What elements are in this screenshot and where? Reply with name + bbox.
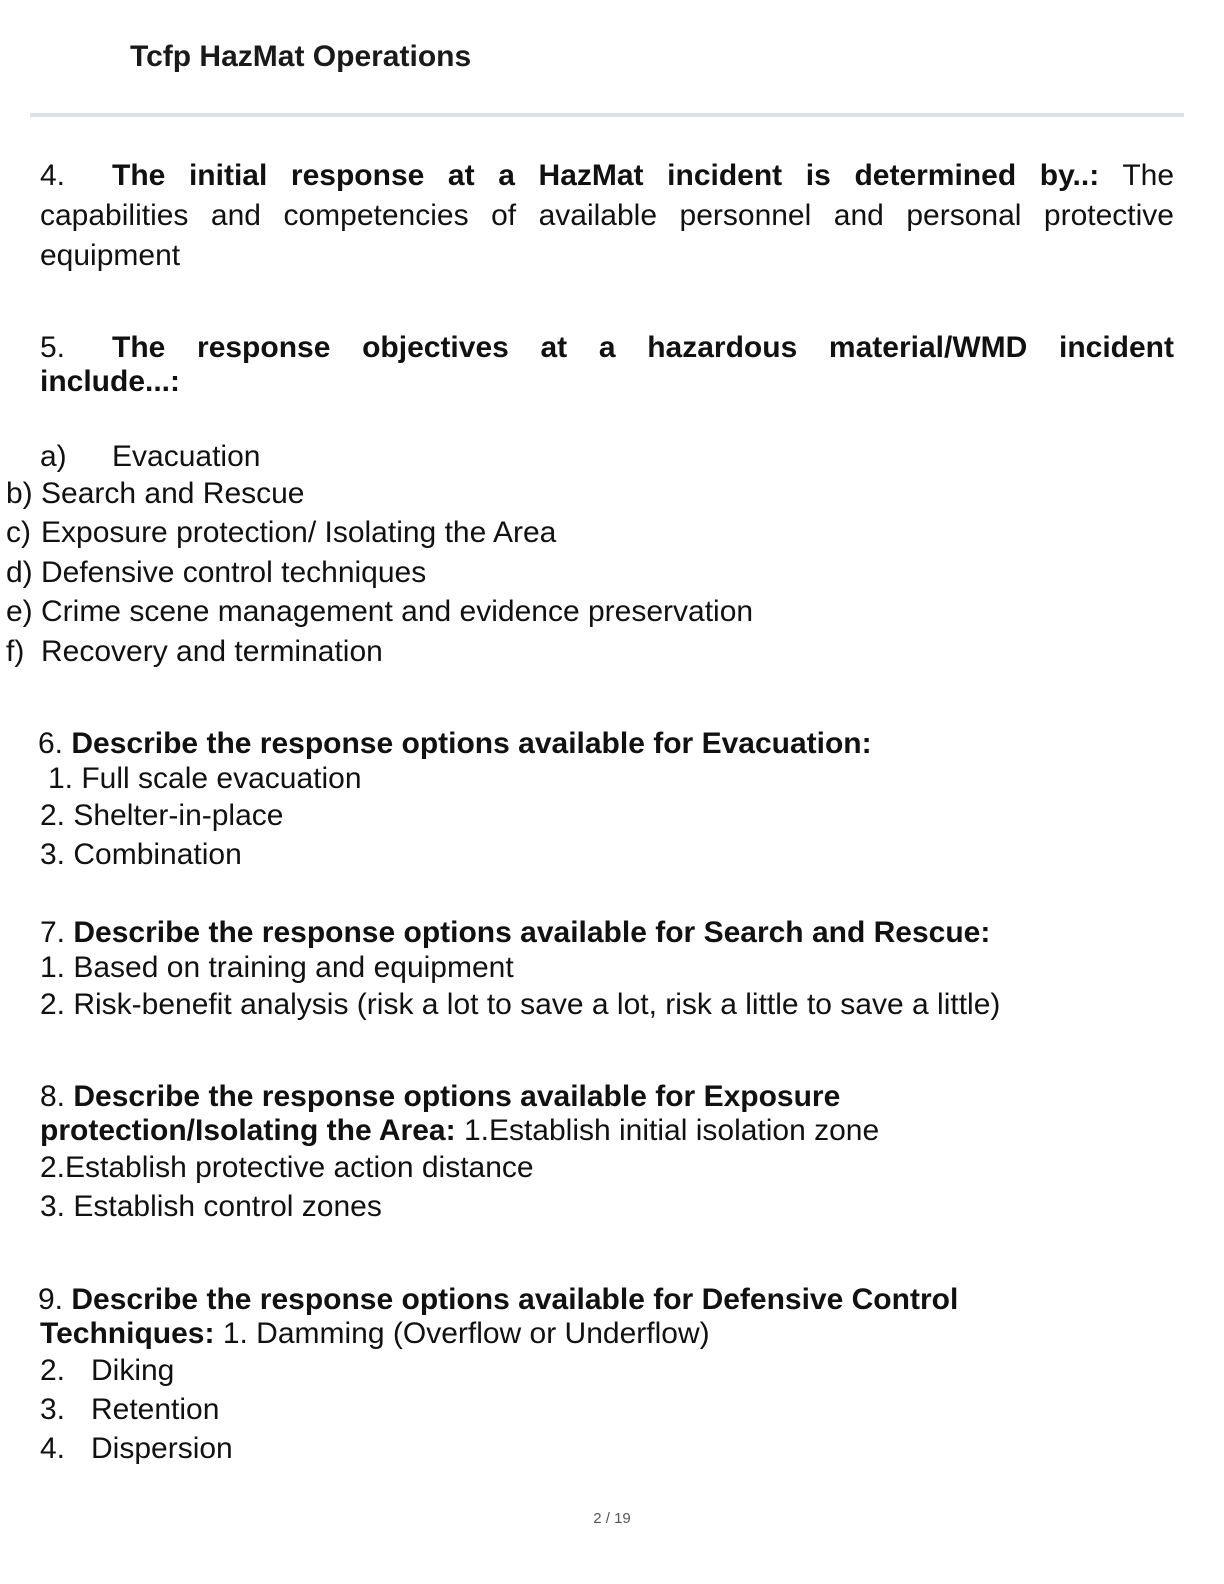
answer-text: Diking — [91, 1354, 175, 1387]
q5-option-b — [6, 474, 305, 514]
q5-option-f — [6, 632, 383, 672]
option-text: Defensive control techniques — [41, 556, 427, 589]
answer-number: 2. — [40, 1354, 66, 1387]
page-number: 2 / 19 — [593, 1510, 631, 1527]
option-label: d) — [6, 556, 33, 589]
q5-number: 5. — [40, 331, 66, 364]
q8-answer-3: 3. Establish control zones — [40, 1190, 382, 1223]
q5-option-d — [6, 553, 426, 593]
q4-line1 — [40, 156, 1174, 196]
q7-question — [40, 913, 990, 953]
q5-option-a — [40, 437, 260, 477]
option-text: Recovery and termination — [41, 635, 383, 668]
header-divider — [30, 113, 1184, 117]
q5-option-c — [6, 513, 556, 553]
q4-answer-start: The — [1122, 159, 1175, 192]
q4-answer-line2: capabilities and competencies of available personnel and personal protective — [40, 199, 1174, 232]
q6-answer-2: 2. Shelter-in-place — [40, 799, 284, 832]
option-text: Evacuation — [112, 440, 261, 473]
answer-text: Retention — [91, 1393, 220, 1426]
q9-question-line2 — [40, 1314, 710, 1354]
option-label: f) — [6, 635, 25, 668]
option-label: a) — [40, 440, 67, 473]
q4-number: 4. — [40, 159, 66, 192]
q9-answer-2 — [40, 1351, 174, 1391]
q8-answer-2: 2.Establish protective action distance — [40, 1151, 534, 1184]
q8-number: 8. — [40, 1080, 66, 1113]
q8-answer-1: 1.Establish initial isolation zone — [463, 1114, 880, 1147]
answer-number: 4. — [40, 1432, 66, 1465]
q6-answer-3: 3. Combination — [40, 838, 242, 871]
q9-question-text: Describe the response options available for Defensive Control — [71, 1283, 959, 1316]
q9-question-text-2: Techniques: — [40, 1317, 215, 1350]
q5-question-line2: include...: — [40, 365, 181, 398]
answer-text: Dispersion — [91, 1432, 233, 1465]
q4-answer-line3: equipment — [40, 239, 181, 272]
q4-question: The initial response at a HazMat incident is determined by..: — [112, 159, 1100, 192]
q6-question-text: Describe the response options available for Evacuation: — [71, 727, 872, 760]
q5-question-line1: The response objectives at a hazardous material/WMD incident — [112, 331, 1174, 364]
q7-number: 7. — [40, 916, 66, 949]
option-label: c) — [6, 516, 31, 549]
q9-answer-4 — [40, 1429, 233, 1469]
q6-answer-1: 1. Full scale evacuation — [48, 762, 362, 795]
q8-question-text: Describe the response options available for Exposure — [73, 1080, 841, 1113]
q6-number: 6. — [38, 727, 64, 760]
q7-answer-1: 1. Based on training and equipment — [40, 951, 514, 984]
q7-question-text: Describe the response options available for Search and Rescue: — [73, 916, 991, 949]
answer-number: 3. — [40, 1393, 66, 1426]
page-title: Tcfp HazMat Operations — [130, 40, 472, 73]
q5-option-e — [6, 592, 753, 632]
q9-number: 9. — [38, 1283, 64, 1316]
q7-answer-2: 2. Risk-benefit analysis (risk a lot to save a lot, risk a little to save a little) — [40, 988, 1001, 1021]
option-label: e) — [6, 595, 33, 628]
q9-answer-1: 1. Damming (Overflow or Underflow) — [222, 1317, 710, 1350]
q9-answer-3 — [40, 1390, 219, 1430]
q8-question-line2 — [40, 1111, 879, 1151]
q8-question-text-2: protection/Isolating the Area: — [40, 1114, 456, 1147]
q6-question — [38, 724, 872, 764]
option-label: b) — [6, 477, 33, 510]
option-text: Exposure protection/ Isolating the Area — [41, 516, 557, 549]
option-text: Crime scene management and evidence preservation — [41, 595, 754, 628]
option-text: Search and Rescue — [41, 477, 305, 510]
